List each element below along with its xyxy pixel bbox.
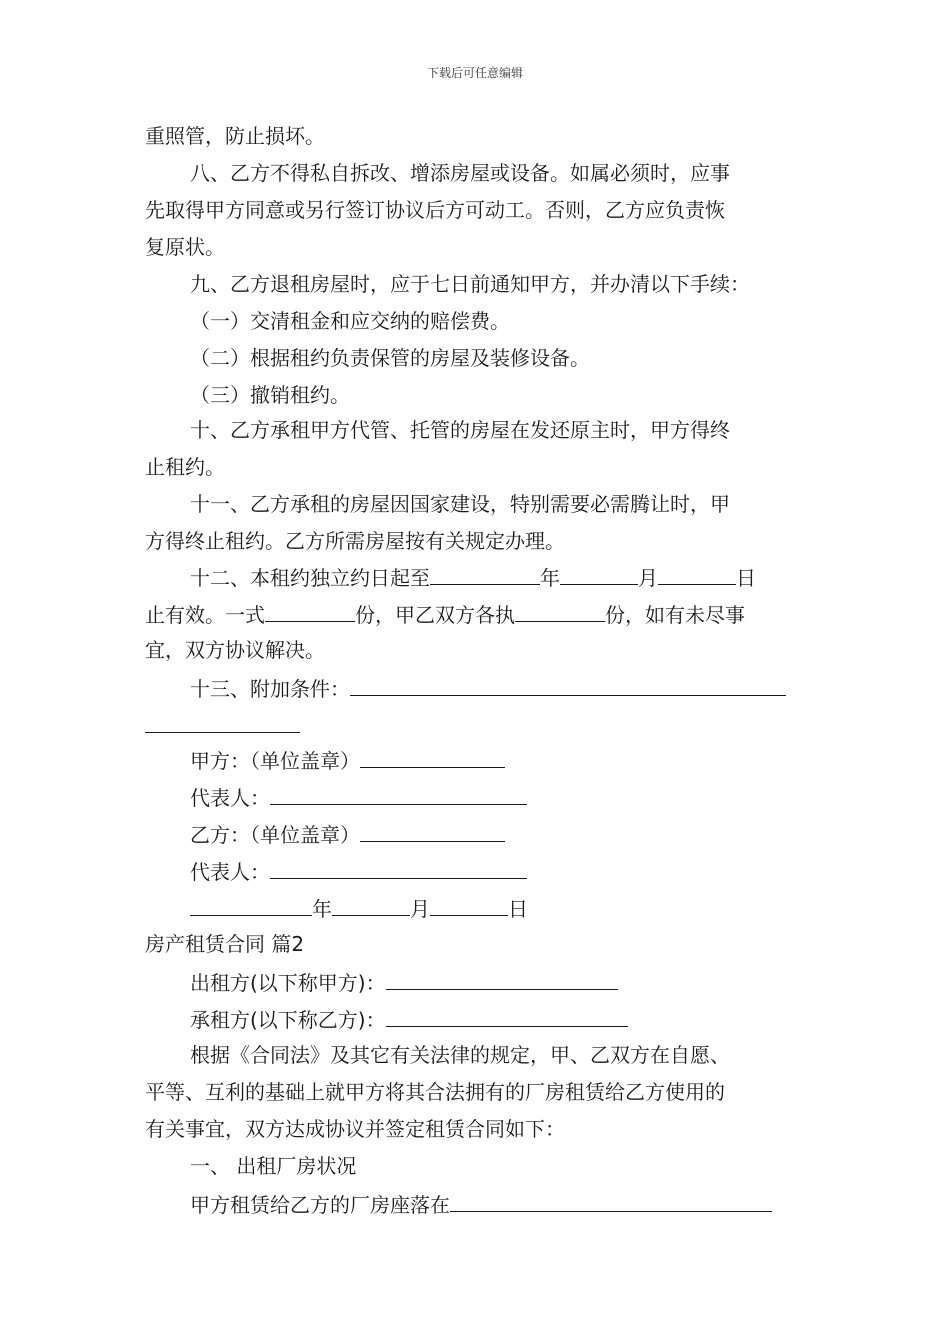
party-b-seal-line <box>190 819 505 849</box>
party-b-rep-line <box>190 856 527 886</box>
text-segment: 月 <box>638 566 658 590</box>
text-line: （一）交清租金和应交纳的赔偿费。 <box>190 309 510 333</box>
text-line: 九、乙方退租房屋时，应于七日前通知甲方，并办清以下手续： <box>190 272 750 296</box>
text-line: （二）根据租约负责保管的房屋及装修设备。 <box>190 346 590 370</box>
text-segment: 甲方：（单位盖章） <box>190 749 360 773</box>
blank-field[interactable] <box>270 782 527 805</box>
page-header: 下载后可任意编辑 <box>426 66 523 80</box>
party-a-rep-line <box>190 782 527 812</box>
blank-field[interactable] <box>332 893 410 916</box>
text-segment: 年 <box>312 897 332 921</box>
text-line: 十一、乙方承租的房屋因国家建设，特别需要必需腾让时，甲 <box>190 492 730 516</box>
text-segment: 份，甲乙双方各执 <box>355 603 515 627</box>
copies-line <box>145 599 745 629</box>
text-line: （三）撤销租约。 <box>190 383 350 407</box>
blank-field[interactable] <box>270 856 527 879</box>
text-line: 一、 出租厂房状况 <box>190 1154 357 1178</box>
blank-field[interactable] <box>450 1189 772 1212</box>
text-segment: 十三、附加条件： <box>190 677 350 701</box>
blank-field[interactable] <box>265 599 355 622</box>
text-segment: 份，如有未尽事 <box>605 603 745 627</box>
blank-field[interactable] <box>360 819 505 842</box>
section-title: 房产租赁合同 篇2 <box>145 932 305 956</box>
text-line: 有关事宜，双方达成协议并签定租赁合同如下： <box>145 1117 565 1141</box>
text-line: 平等、互利的基础上就甲方将其合法拥有的厂房租赁给乙方使用的 <box>145 1080 725 1104</box>
blank-field[interactable] <box>350 673 786 696</box>
blank-field[interactable] <box>560 562 638 585</box>
text-segment: 月 <box>410 897 430 921</box>
text-line: 根据《合同法》及其它有关法律的规定，甲、乙双方在自愿、 <box>190 1043 730 1067</box>
blank-field[interactable] <box>430 893 508 916</box>
additional-terms-line <box>190 673 786 703</box>
blank-field[interactable] <box>386 1004 628 1027</box>
location-line <box>190 1189 772 1219</box>
text-segment: 日 <box>736 566 756 590</box>
blank-field[interactable] <box>360 745 505 768</box>
text-segment: 日 <box>508 897 528 921</box>
text-segment: 乙方：（单位盖章） <box>190 823 360 847</box>
text-segment: 十二、本租约独立约日起至 <box>190 566 430 590</box>
blank-field[interactable] <box>430 562 540 585</box>
text-segment: 止有效。一式 <box>145 603 265 627</box>
text-line: 八、乙方不得私自拆改、增添房屋或设备。如属必须时，应事 <box>190 161 730 185</box>
text-line: 方得终止租约。乙方所需房屋按有关规定办理。 <box>145 529 565 553</box>
text-line: 十、乙方承租甲方代管、托管的房屋在发还原主时，甲方得终 <box>190 418 730 442</box>
text-line: 止租约。 <box>145 455 225 479</box>
text-line: 重照管，防止损坏。 <box>145 124 325 148</box>
text-line: 先取得甲方同意或另行签订协议后方可动工。否则，乙方应负责恢 <box>145 198 725 222</box>
blank-field[interactable] <box>190 893 312 916</box>
blank-field[interactable] <box>145 731 300 733</box>
text-segment: 代表人： <box>190 860 270 884</box>
blank-field[interactable] <box>386 967 618 990</box>
party-a-seal-line <box>190 745 505 775</box>
text-line: 宜，双方协议解决。 <box>145 638 325 662</box>
text-segment: 承租方(以下称乙方)： <box>190 1008 386 1032</box>
lessor-line <box>190 967 618 997</box>
text-line: 复原状。 <box>145 235 225 259</box>
text-segment: 代表人： <box>190 786 270 810</box>
lessee-line <box>190 1004 628 1034</box>
sign-date-line <box>190 893 528 923</box>
blank-field[interactable] <box>658 562 736 585</box>
text-segment: 年 <box>540 566 560 590</box>
text-segment: 甲方租赁给乙方的厂房座落在 <box>190 1193 450 1217</box>
text-segment: 出租方(以下称甲方)： <box>190 971 386 995</box>
blank-field[interactable] <box>515 599 605 622</box>
term-date-line <box>190 562 756 592</box>
